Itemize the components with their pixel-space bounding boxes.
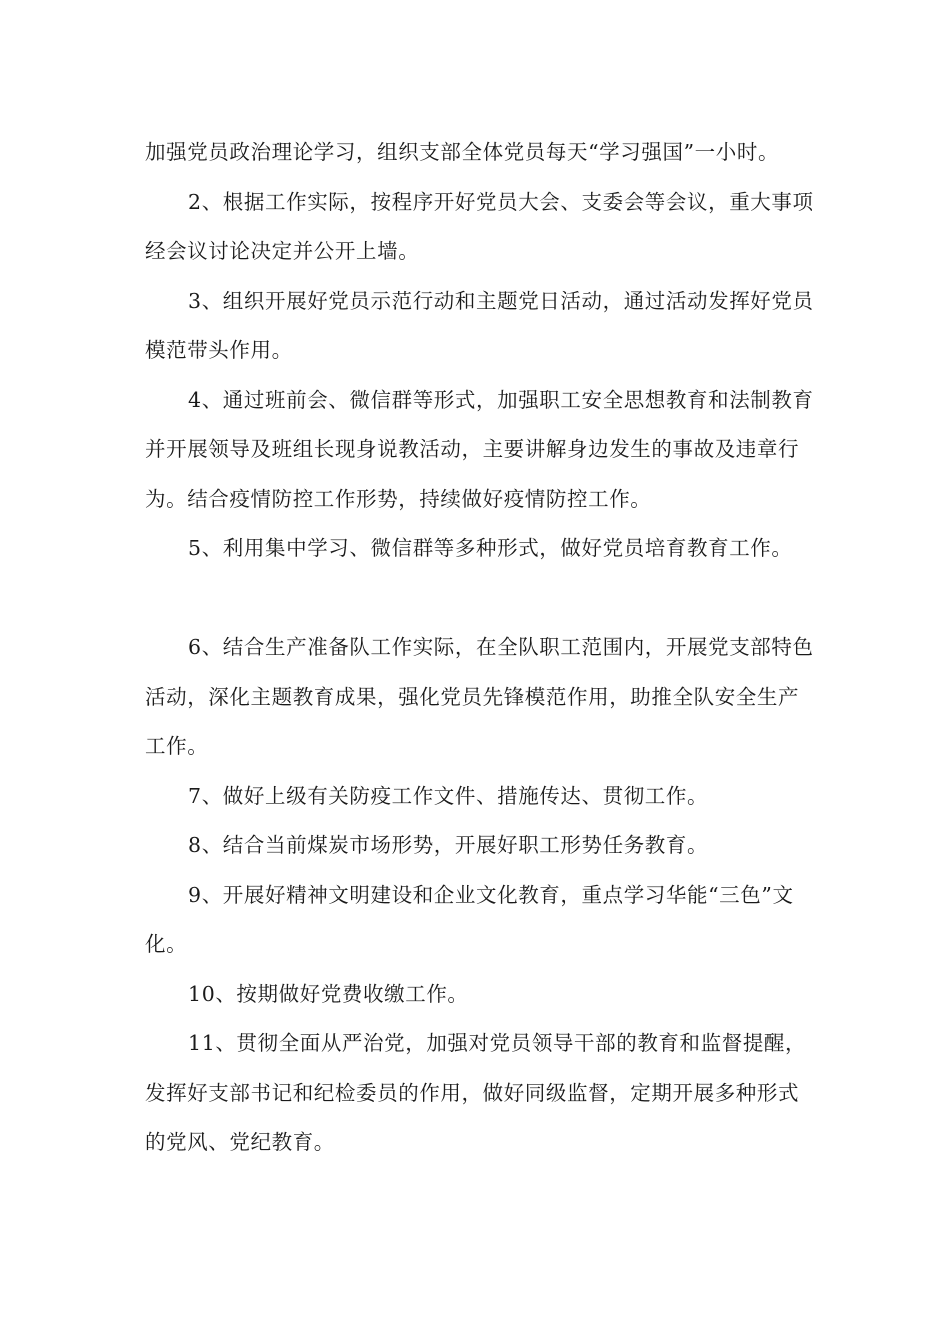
- paragraph-item-6: 6、结合生产准备队工作实际，在全队职工范围内，开展党支部特色活动，深化主题教育成果，强化党员先锋模范作用，助推全队安全生产工作。: [145, 635, 814, 758]
- paragraph-item-11: 11、贯彻全面从严治党，加强对党员领导干部的教育和监督提醒，发挥好支部书记和纪检委员的作用，做好同级监督，定期开展多种形式的党风、党纪教育。: [145, 1031, 807, 1154]
- paragraph-item-4: 4、通过班前会、微信群等形式，加强职工安全思想教育和法制教育并开展领导及班组长现身说教活动，主要讲解身边发生的事故及违章行为。结合疫情防控工作形势，持续做好疫情防控工作。: [145, 387, 814, 511]
- paragraph-item-2: 2、根据工作实际，按程序开好党员大会、支委会等会议，重大事项经会议讨论决定并公开上墙。: [145, 189, 814, 263]
- paragraph-item-3: 3、组织开展好党员示范行动和主题党日活动，通过活动发挥好党员模范带头作用。: [145, 288, 814, 362]
- paragraph-item-8: 8、结合当前煤炭市场形势，开展好职工形势任务教育。: [188, 833, 709, 857]
- paragraph-item-7: 7、做好上级有关防疫工作文件、措施传达、贯彻工作。: [188, 783, 709, 808]
- paragraph-item-9: 9、开展好精神文明建设和企业文化教育，重点学习华能“三色”文化。: [145, 882, 794, 956]
- blank-line: [145, 574, 820, 624]
- paragraph-continuation: 加强党员政治理论学习，组织支部全体党员每天“学习强国”一小时。: [145, 140, 780, 164]
- paragraph-item-10: 10、按期做好党费收缴工作。: [188, 981, 469, 1006]
- document-body: [145, 128, 820, 1168]
- paragraph-item-5: 5、利用集中学习、微信群等多种形式，做好党员培育教育工作。: [188, 536, 793, 560]
